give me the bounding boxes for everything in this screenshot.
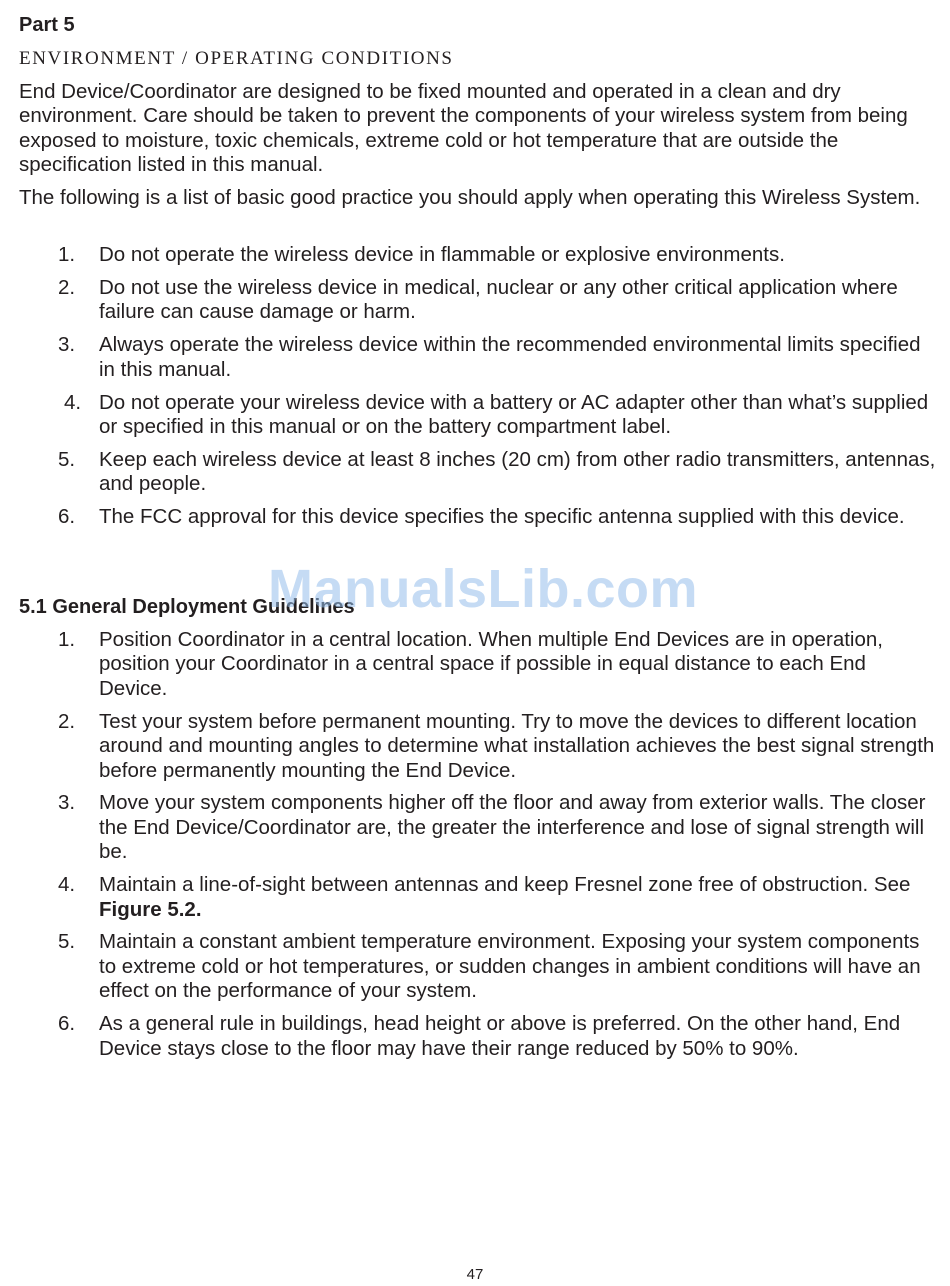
section-heading: ENVIRONMENT / OPERATING CONDITIONS xyxy=(19,48,454,69)
list-text: As a general rule in buildings, head height or above is preferred. On the other hand, End Device stays close to the floor may have their range reduced by 50% to 90%. xyxy=(99,1012,901,1060)
list-item xyxy=(19,448,939,497)
watermark: ManualsLib.com xyxy=(268,559,699,619)
list-text: Keep each wireless device at least 8 inches (20 cm) from other radio transmitters, antennas, and people. xyxy=(99,447,936,496)
list-item xyxy=(19,276,939,325)
list-item xyxy=(19,505,939,529)
list-text: Maintain a line-of-sight between antennas and keep Fresnel zone free of obstruction. See xyxy=(99,873,911,897)
list-item xyxy=(19,930,939,1003)
list-number: 5. xyxy=(58,447,76,471)
list-text: Maintain a constant ambient temperature environment. Exposing your system components to extreme cold or hot temperatures, or sudden changes in ambient conditions will have an effect on the performance of your system. xyxy=(99,930,921,1003)
list-text: Position Coordinator in a central location. When multiple End Devices are in operation, position your Coordinator in a central space if possible in equal distance to each End Device. xyxy=(99,628,883,700)
list-item xyxy=(19,243,939,267)
deployment-guidelines-list xyxy=(19,628,939,1070)
good-practice-list xyxy=(19,243,939,538)
list-number: 5. xyxy=(58,930,76,954)
list-text: Do not use the wireless device in medical, nuclear or any other critical application where failure can cause damage or harm. xyxy=(99,275,898,324)
list-number: 6. xyxy=(58,505,76,529)
list-item xyxy=(19,628,939,701)
list-item xyxy=(19,710,939,783)
page-number: 47 xyxy=(466,1266,484,1283)
list-number: 2. xyxy=(58,275,76,299)
list-number: 1. xyxy=(58,628,76,651)
list-number: 3. xyxy=(58,333,76,357)
list-number: 3. xyxy=(58,791,76,815)
list-number: 4. xyxy=(64,390,82,414)
list-text: The FCC approval for this device specifies the specific antenna supplied with this device. xyxy=(99,505,905,529)
list-number: 2. xyxy=(58,709,76,733)
list-item xyxy=(19,391,939,440)
list-item xyxy=(19,333,939,382)
figure-reference: Figure 5.2. xyxy=(99,897,202,921)
part-label: Part 5 xyxy=(19,14,75,36)
list-text: Do not operate your wireless device with a battery or AC adapter other than what’s supplied or specified in this manual or on the battery compartment label. xyxy=(99,390,929,438)
list-number: 4. xyxy=(58,873,76,897)
list-number: 6. xyxy=(58,1012,76,1036)
subsection-heading: 5.1 General Deployment Guidelines xyxy=(19,596,355,618)
list-item xyxy=(19,791,939,864)
list-text: Test your system before permanent mounting. Try to move the devices to different location around and mounting angles to determine what installation achieves the best signal strength before permanently mounting the End Device. xyxy=(99,709,935,782)
list-text: Always operate the wireless device within the recommended environmental limits specified in this manual. xyxy=(99,333,921,381)
intro-paragraph: End Device/Coordinator are designed to be fixed mounted and operated in a clean and dry environment. Care should be taken to prevent the components of your wireless system from being exposed to moisture, toxic chemicals, extreme cold or hot temperature that are outside the specification listed in this manual. xyxy=(19,80,908,177)
list-text: Move your system components higher off the floor and away from exterior walls. The closer the End Device/Coordinator are, the greater the interference and lose of signal strength will be. xyxy=(99,791,926,864)
practice-intro-paragraph: The following is a list of basic good practice you should apply when operating this Wireless System. xyxy=(19,186,921,209)
list-item xyxy=(19,873,939,922)
list-text: Do not operate the wireless device in flammable or explosive environments. xyxy=(99,243,785,266)
list-item xyxy=(19,1012,939,1061)
list-number: 1. xyxy=(58,243,76,266)
